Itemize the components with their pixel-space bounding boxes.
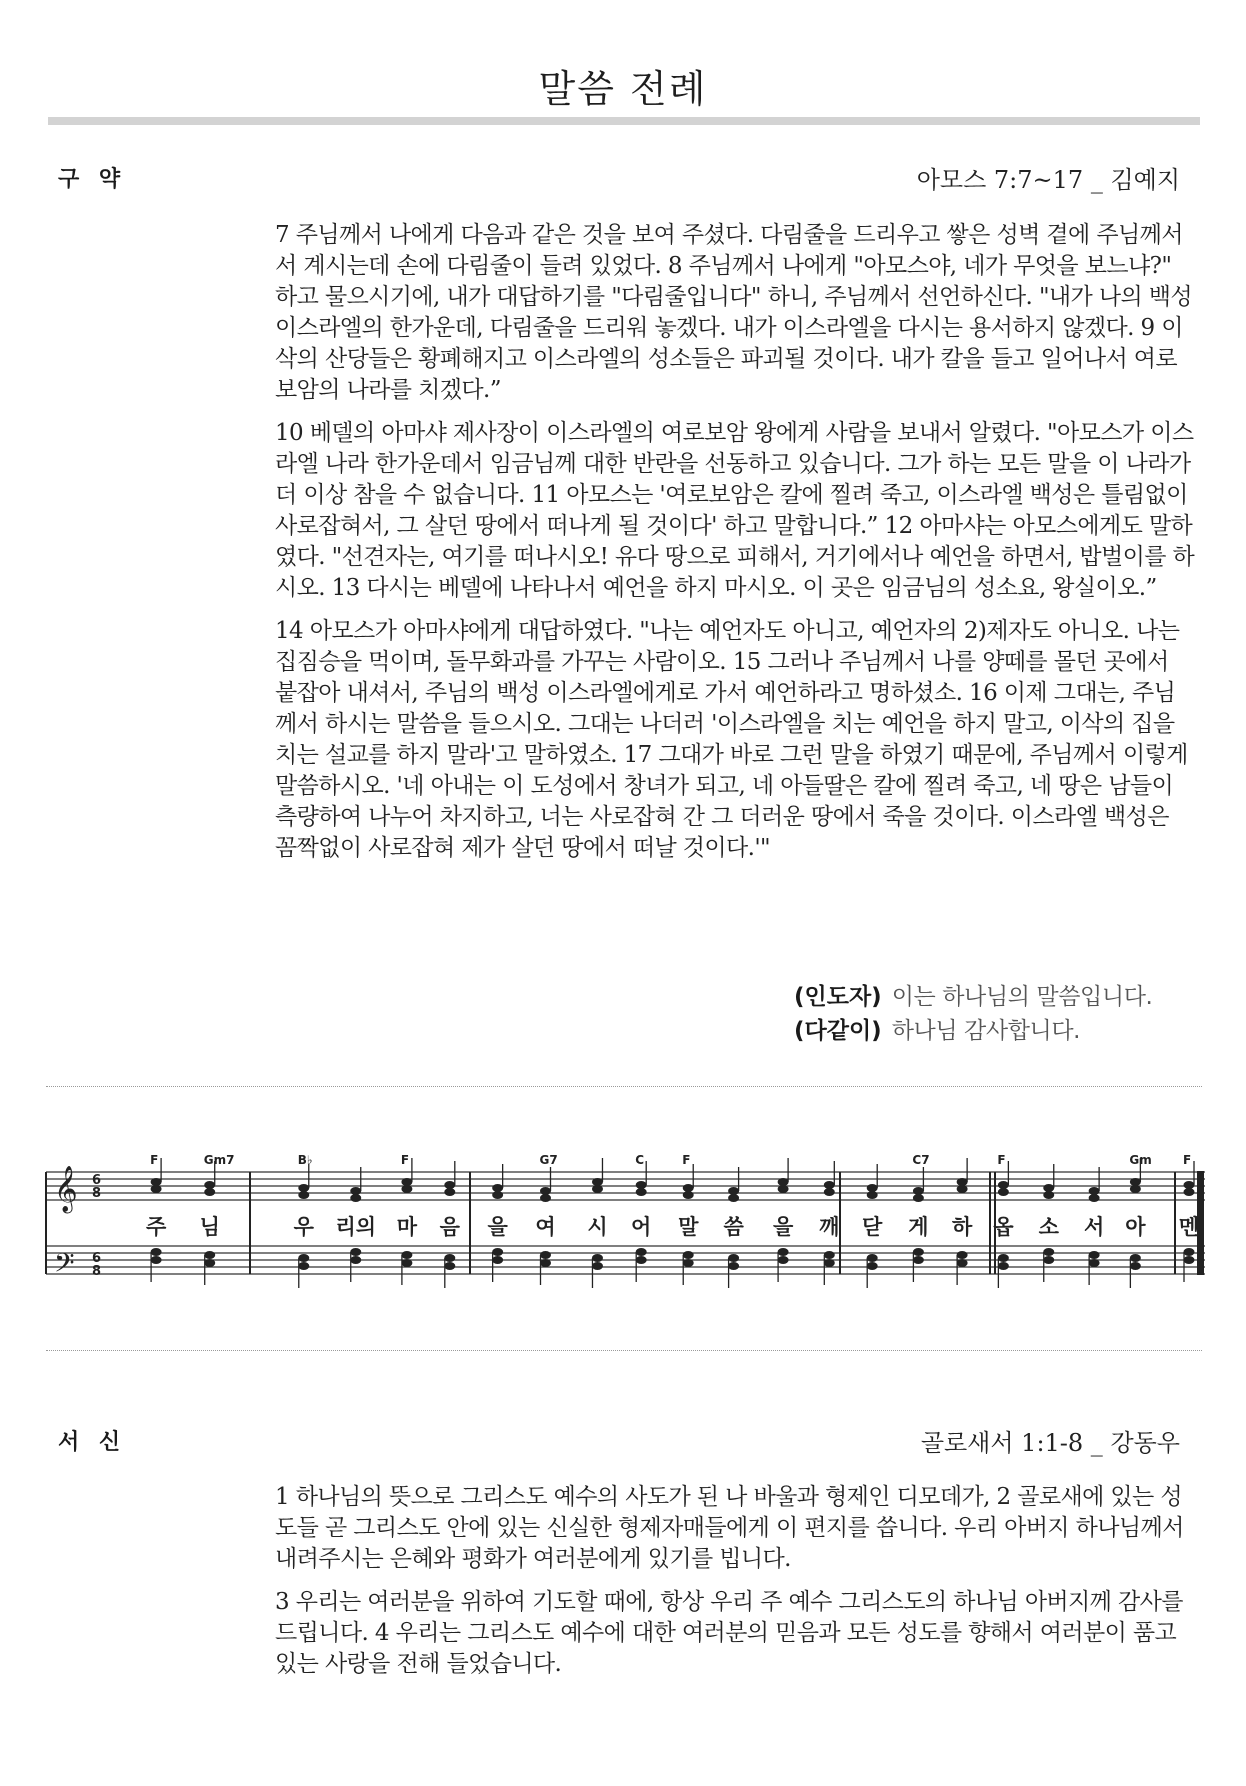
treble-note — [350, 1194, 361, 1202]
bass-note — [298, 1254, 309, 1262]
bass-note — [204, 1251, 215, 1259]
bass-note — [683, 1251, 694, 1259]
lyric-syllable: 말 — [678, 1215, 699, 1239]
lyric-syllable: 우 — [293, 1215, 314, 1239]
treble-note — [867, 1191, 878, 1199]
treble-note — [204, 1181, 215, 1189]
chord-symbol: F — [150, 1153, 159, 1167]
lyric-syllable: 주 — [145, 1215, 167, 1239]
bass-note — [824, 1259, 835, 1267]
chord-symbol: C — [635, 1153, 645, 1167]
bass-clef: 𝄢 — [54, 1247, 75, 1285]
bass-note — [298, 1262, 309, 1270]
bass-note — [1184, 1256, 1195, 1264]
chord-symbol: Gm7 — [203, 1153, 235, 1167]
lyric-syllable: 하 — [951, 1215, 973, 1239]
treble-note — [728, 1187, 739, 1195]
chord-symbol: G7 — [539, 1153, 558, 1167]
bass-note — [151, 1248, 162, 1256]
treble-note — [298, 1184, 309, 1192]
chord-symbol: F — [400, 1153, 410, 1167]
reading-paragraph: 10 베델의 아마샤 제사장이 이스라엘의 여로보암 왕에게 사람을 보내서 알렸다. "아모스가 이스라엘 나라 한가운데서 임금님께 대한 반란을 선동하고 있습니다. 그가 하는 모든 말을 이 나라가 더 이상 참을 수 없습니다. 11 아모스는 '여로보암은 칼에 찔려 죽고, 이스라엘 백성은 틀림없이 사로잡혀서, 그 살던 땅에서 떠나게 될 것이다' 하고 말합니다.” 12 아마샤는 아모스에게도 말하였다. "선견자는, 여기를 떠나시오! 유다 땅으로 피해서, 거기에서나 예언을 하면서, 밥벌이를 하시오. 13 다시는 베델에 나타나서 예언을 하지 마시오. 이 곳은 임금님의 성소요, 왕실이오.” — [275, 420, 1195, 601]
response-speaker: (인도자) — [794, 984, 882, 1010]
lyric-syllable: 소 — [1038, 1215, 1059, 1239]
bass-note — [151, 1256, 162, 1264]
treble-note — [492, 1184, 503, 1192]
treble-note — [1130, 1178, 1141, 1186]
bass-note — [350, 1256, 361, 1264]
treble-note — [683, 1184, 694, 1192]
treble-note — [540, 1194, 551, 1202]
bass-note — [957, 1251, 968, 1259]
treble-note — [636, 1181, 647, 1189]
lyric-syllable: 멘 — [1178, 1215, 1200, 1239]
reading-paragraph: 7 주님께서 나에게 다음과 같은 것을 보여 주셨다. 다림줄을 드리우고 쌓은 성벽 곁에 주님께서 서 계시는데 손에 다림줄이 들려 있었다. 8 주님께서 나에게 "아모스야, 네가 무엇을 보느냐?" 하고 물으시기에, 내가 대답하기를 "다림줄입니다" 하니, 주님께서 선언하신다. "내가 나의 백성 이스라엘의 한가운데, 다림줄을 드리워 놓겠다. 내가 이스라엘을 다시는 용서하지 않겠다. 9 이삭의 산당들은 황폐해지고 이스라엘의 성소들은 파괴될 것이다. 내가 칼을 들고 일어나서 여로보암의 나라를 치겠다.” — [275, 222, 1193, 403]
treble-note — [1184, 1188, 1195, 1196]
treble-note — [444, 1181, 455, 1189]
treble-note — [350, 1187, 361, 1195]
lyric-syllable: 씀 — [723, 1215, 744, 1239]
chord-symbol: F — [997, 1153, 1006, 1167]
old-testament-reference: 아모스 7:7~17 _ 김예지 — [916, 166, 1180, 194]
bass-note — [867, 1254, 878, 1262]
bass-note — [204, 1259, 215, 1267]
treble-note — [728, 1194, 739, 1202]
time-signature: 6 — [92, 1251, 102, 1266]
epistle-reading — [275, 1482, 1195, 1692]
dotted-divider — [46, 1086, 1202, 1087]
chord-symbol: B♭ — [297, 1153, 313, 1167]
response-text: 하나님 감사합니다. — [891, 1018, 1081, 1044]
title-divider — [48, 117, 1200, 125]
reading-paragraph: 14 아모스가 아마샤에게 대답하였다. "나는 예언자도 아니고, 예언자의 2)제자도 아니오. 나는 집짐승을 먹이며, 돌무화과를 가꾸는 사람이오. 15 그러나 주님께서 나를 양떼를 몰던 곳에서 붙잡아 내셔서, 주님의 백성 이스라엘에게로 가서 예언하라고 명하셨소. 16 이제 그대는, 주님께서 하시는 말씀을 들으시오. 그대는 나더러 '이스라엘을 치는 예언을 하지 말고, 이삭의 집을 치는 설교를 하지 말라'고 말하였소. 17 그대가 바로 그런 말을 하였기 때문에, 주님께서 이렇게 말씀하시오. '네 아내는 이 도성에서 창녀가 되고, 네 아들딸은 칼에 찔려 죽고, 네 땅은 남들이 측량하여 나누어 차지하고, 너는 사로잡혀 간 그 더러운 땅에서 죽을 것이다. 이스라엘 백성은 꼼짝없이 사로잡혀 제가 살던 땅에서 떠날 것이다.'" — [275, 618, 1188, 861]
lyric-syllable: 아 — [1125, 1215, 1146, 1239]
chord-symbol: F — [682, 1153, 691, 1167]
bass-note — [913, 1256, 924, 1264]
treble-note — [540, 1187, 551, 1195]
treble-note — [492, 1191, 503, 1199]
treble-note — [1130, 1185, 1141, 1193]
lyric-syllable: 닫 — [862, 1215, 883, 1239]
lyric-syllable: 서 — [1083, 1215, 1105, 1239]
time-signature: 8 — [92, 1264, 102, 1279]
time-signature: 8 — [92, 1186, 102, 1201]
bass-note — [998, 1262, 1009, 1270]
bass-note — [444, 1262, 455, 1270]
page-title: 말씀 전례 — [538, 67, 708, 111]
lyric-syllable: 리의 — [335, 1215, 377, 1239]
reading-paragraph: 1 하나님의 뜻으로 그리스도 예수의 사도가 된 나 바울과 형제인 디모데가, 2 골로새에 있는 성도들 곧 그리스도 안에 있는 신실한 형제자매들에게 이 편지를 씁니다. 우리 아버지 하나님께서 내려주시는 은혜와 평화가 여러분에게 있기를 빕니다. — [275, 1484, 1184, 1572]
treble-note — [592, 1178, 603, 1186]
chord-labels — [150, 1153, 1191, 1167]
chord-symbol: F — [1183, 1153, 1192, 1167]
bass-note — [1089, 1251, 1100, 1259]
chord-symbol: C7 — [912, 1153, 930, 1167]
bass-note — [1130, 1254, 1141, 1262]
congregation-response — [794, 1014, 1152, 1048]
bass-note — [592, 1254, 603, 1262]
time-signature: 6 — [92, 1173, 102, 1188]
lyric-labels — [146, 1215, 1199, 1239]
bass-note — [778, 1256, 789, 1264]
bass-note — [540, 1251, 551, 1259]
chord-symbol: Gm — [1129, 1153, 1152, 1167]
treble-clef: 𝄞 — [54, 1166, 78, 1212]
treble-note — [867, 1184, 878, 1192]
bass-note — [401, 1259, 412, 1267]
response-text: 이는 하나님의 말씀입니다. — [891, 984, 1153, 1010]
bass-note — [401, 1251, 412, 1259]
treble-note — [913, 1187, 924, 1195]
bass-note — [728, 1254, 739, 1262]
treble-note — [913, 1194, 924, 1202]
treble-note — [1043, 1184, 1054, 1192]
bass-note — [444, 1254, 455, 1262]
treble-note — [957, 1185, 968, 1193]
treble-note — [1184, 1181, 1195, 1189]
responsory — [794, 980, 1152, 1048]
bass-note — [824, 1251, 835, 1259]
treble-note — [444, 1188, 455, 1196]
bass-note — [540, 1259, 551, 1267]
treble-note — [824, 1188, 835, 1196]
treble-note — [957, 1178, 968, 1186]
bass-note — [636, 1248, 647, 1256]
bass-note — [728, 1262, 739, 1270]
bass-note — [492, 1256, 503, 1264]
acclamation-music-score — [40, 1150, 1215, 1310]
lyric-syllable: 게 — [908, 1215, 929, 1239]
bass-note — [778, 1248, 789, 1256]
epistle-label: 서 신 — [58, 1430, 127, 1455]
bass-note — [1184, 1248, 1195, 1256]
dotted-divider — [46, 1350, 1202, 1351]
lyric-syllable: 옵 — [993, 1215, 1014, 1239]
epistle-reference: 골로새서 1:1-8 _ 강동우 — [920, 1429, 1180, 1457]
treble-note — [778, 1178, 789, 1186]
bass-note — [592, 1262, 603, 1270]
lyric-syllable: 깨 — [819, 1215, 840, 1239]
bass-note — [1043, 1256, 1054, 1264]
bass-note — [350, 1248, 361, 1256]
treble-note — [401, 1178, 412, 1186]
treble-note — [683, 1191, 694, 1199]
bass-note — [636, 1256, 647, 1264]
lyric-syllable: 어 — [631, 1215, 652, 1239]
treble-note — [824, 1181, 835, 1189]
treble-note — [1089, 1187, 1100, 1195]
lyric-syllable: 마 — [396, 1215, 418, 1239]
bass-note — [913, 1248, 924, 1256]
bass-note — [1043, 1248, 1054, 1256]
treble-note — [151, 1185, 162, 1193]
bass-note — [1130, 1262, 1141, 1270]
treble-note — [592, 1185, 603, 1193]
treble-note — [401, 1185, 412, 1193]
bass-note — [1089, 1259, 1100, 1267]
bass-note — [957, 1259, 968, 1267]
treble-note — [998, 1181, 1009, 1189]
treble-note — [1089, 1194, 1100, 1202]
bass-note — [867, 1262, 878, 1270]
lyric-syllable: 을 — [772, 1215, 794, 1239]
old-testament-reading — [275, 220, 1195, 876]
treble-note — [778, 1185, 789, 1193]
lyric-syllable: 음 — [439, 1215, 460, 1239]
treble-note — [298, 1191, 309, 1199]
treble-note — [636, 1188, 647, 1196]
bass-note — [683, 1259, 694, 1267]
treble-note — [1043, 1191, 1054, 1199]
treble-note — [204, 1188, 215, 1196]
old-testament-label: 구 약 — [58, 167, 127, 192]
reading-paragraph: 3 우리는 여러분을 위하여 기도할 때에, 항상 우리 주 예수 그리스도의 하나님 아버지께 감사를 드립니다. 4 우리는 그리스도 예수에 대한 여러분의 믿음과 모든 성도를 향해서 여러분이 품고 있는 사랑을 전해 들었습니다. — [275, 1589, 1183, 1677]
lyric-syllable: 시 — [587, 1215, 608, 1239]
lyric-syllable: 여 — [535, 1215, 556, 1239]
response-speaker: (다같이) — [794, 1018, 882, 1044]
bass-note — [492, 1248, 503, 1256]
lyric-syllable: 을 — [487, 1215, 508, 1239]
treble-note — [151, 1178, 162, 1186]
bass-note — [998, 1254, 1009, 1262]
lyric-syllable: 님 — [199, 1215, 220, 1239]
treble-note — [998, 1188, 1009, 1196]
leader-response — [794, 980, 1152, 1014]
